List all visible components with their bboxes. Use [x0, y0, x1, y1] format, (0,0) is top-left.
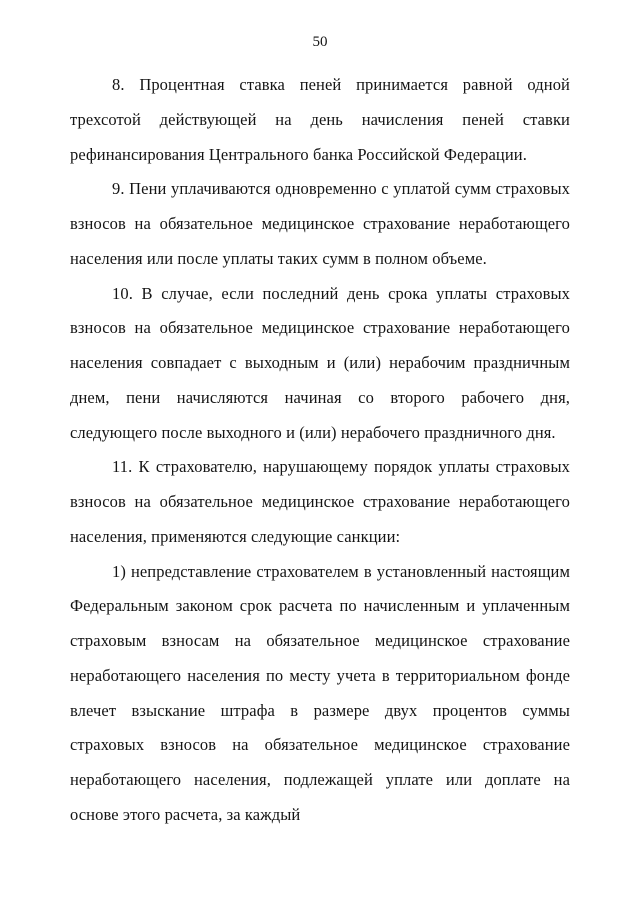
clause-11: 11. К страхователю, нарушающему порядок уплаты страховых взносов на обязательное медицинское страхование неработающего населения, применяются следующие санкции: [70, 457, 570, 546]
clause-9: 9. Пени уплачиваются одновременно с уплатой сумм страховых взносов на обязательное медицинское страхование неработающего населения или после уплаты таких сумм в полном объеме. [70, 179, 570, 268]
page-number: 50 [312, 34, 328, 50]
clause-8: 8. Процентная ставка пеней принимается равной одной трехсотой действующей на день начисления пеней ставки рефинансирования Центрального банка Российской Федерации. [70, 75, 570, 164]
document-body [70, 68, 570, 833]
sanction-item-1: 1) непредставление страхователем в установленный настоящим Федеральным законом срок расчета по начисленным и уплаченным страховым взносам на обязательное медицинское страхование неработающего населения по месту учета в территориальном фонде влечет взыскание штрафа в размере двух процентов суммы страховых взносов на обязательное медицинское страхование неработающего населения, подлежащей уплате или доплате на основе этого расчета, за каждый [70, 561, 570, 824]
clause-10: 10. В случае, если последний день срока уплаты страховых взносов на обязательное медицинское страхование неработающего населения совпадает с выходным и (или) нерабочим праздничным днем, пени начисляются начиная со второго рабочего дня, следующего после выходного и (или) нерабочего праздничного дня. [70, 283, 570, 442]
